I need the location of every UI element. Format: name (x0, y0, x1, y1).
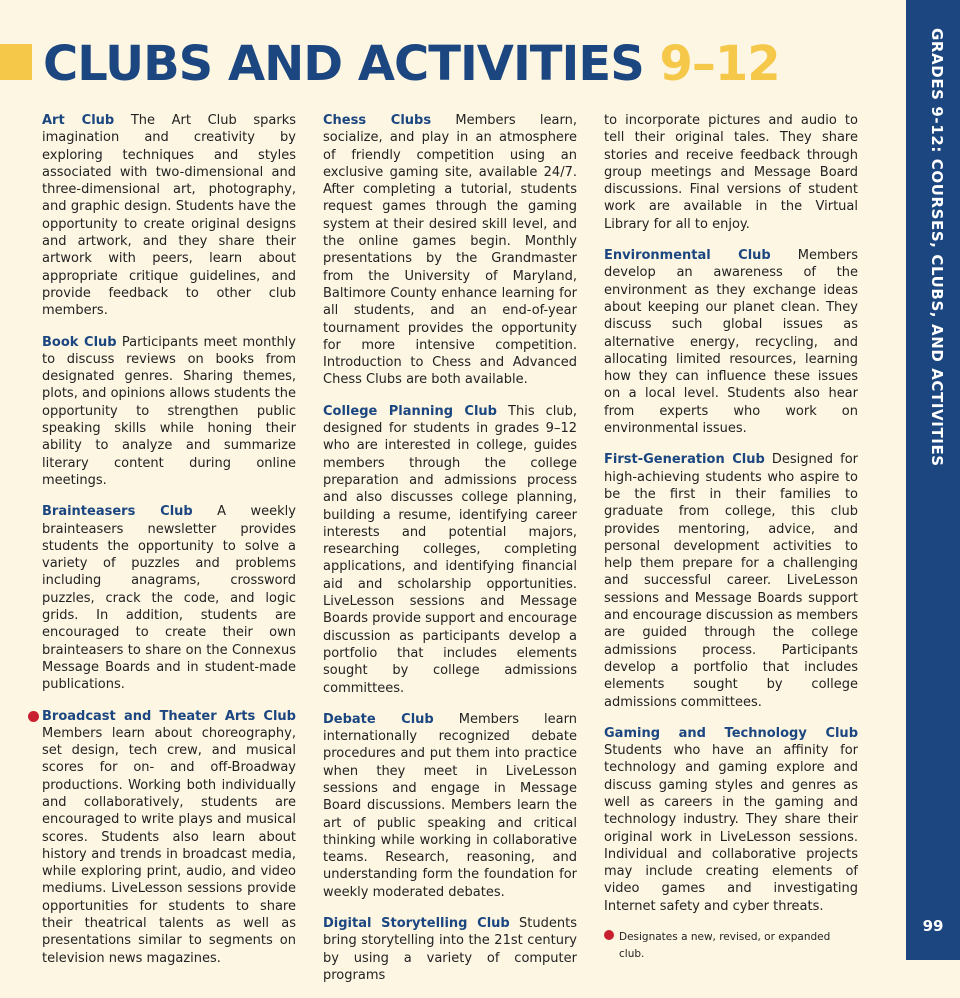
club-description: The Art Club sparks imagination and creativity by exploring techniques and styles associated with two-dimensional and three-dimensional art, photography, and graphic design. Students have the opportunity to create original designs and artwork, and they share their artwork with peers, learn about appropriate critique guidelines, and provide feedback to other club members. (42, 113, 296, 319)
club-name: Broadcast and Theater Arts Club (42, 708, 296, 724)
club-description: Students who have an affinity for technology and gaming explore and discuss gaming styles and genres as well as careers in the gaming and technology industry. They share their original work in LiveLesson sessions. Individual and collaborative projects may include creating elements of video games and investigating Internet safety and cyber threats. (604, 743, 858, 914)
column-1 (42, 112, 296, 981)
club-digital-storytelling (323, 915, 577, 984)
club-book (42, 334, 296, 490)
club-first-generation (604, 451, 858, 710)
club-description: Members learn about choreography, set design, tech crew, and musical scores for on- and off-Broadway productions. Working both individually and collaboratively, students are encouraged to write plays and musical scores. Students also learn about history and trends in broadcast media, while exploring print, audio, and video mediums. LiveLesson sessions provide opportunities for students to share their theatrical talents as well as presentations similar to segments on television news magazines. (42, 725, 296, 966)
club-name: Digital Storytelling Club (323, 916, 510, 932)
club-description: Members learn, socialize, and play in an atmosphere of friendly competition using an exclusive gaming site, available 24/7. After completing a tutorial, students request games through the gaming system at their desired skill level, and the online games begin. Monthly presentations by the Grandmaster from the University of Maryland, Baltimore County enhance learning for all students, and an end-of-year tournament provides the opportunity for more intensive competition. Introduction to Chess and Advanced Chess Clubs are both available. (323, 113, 577, 388)
club-name: College Planning Club (323, 403, 497, 419)
legend-text: Designates a new, revised, or expanded club. (619, 931, 831, 961)
club-name: Brainteasers Club (42, 504, 193, 520)
title-accent-square (0, 44, 32, 80)
club-name: Debate Club (323, 711, 434, 727)
club-environmental (604, 247, 858, 437)
club-college-planning (323, 403, 577, 697)
club-gaming-technology (604, 725, 858, 915)
club-description: Students bring storytelling into the 21st century by using a variety of computer programs (323, 916, 577, 983)
club-name: Book Club (42, 334, 117, 350)
club-description: Members learn internationally recognized debate procedures and put them into practice when they meet in LiveLesson sessions and engage in Message Board discussions. Members learn the art of public speaking and critical thinking while working in collaborative teams. Research, reasoning, and understanding form the foundation for weekly moderated debates. (323, 711, 577, 900)
new-club-dot-icon (604, 930, 614, 940)
column-2 (323, 112, 577, 998)
club-brainteasers (42, 503, 296, 693)
club-chess (323, 112, 577, 389)
club-broadcast-theater (42, 708, 296, 967)
page-title (43, 36, 780, 92)
club-name: Gaming and Technology Club (604, 725, 858, 741)
column-3 (604, 112, 858, 964)
club-description-continued: to incorporate pictures and audio to tell their original tales. They share stories and receive feedback through group meetings and Message Board discussions. Final versions of student work are available in the Virtual Library for all to enjoy. (604, 113, 858, 232)
club-name: First-Generation Club (604, 452, 765, 468)
title-grades: 9–12 (659, 36, 780, 92)
new-club-dot-icon (28, 711, 39, 722)
club-description: Designed for high-achieving students who aspire to be the first in their families to graduate from college, this club provides mentoring, advice, and personal development activities to help them prepare for a challenging and successful career. LiveLesson sessions and Message Boards support and encourage discussion as members are guided through the college admissions process. Participants develop a portfolio that includes elements sought by college admissions committees. (604, 452, 858, 710)
section-label: GRADES 9-12: COURSES, CLUBS, AND ACTIVITIES (928, 28, 946, 467)
club-name: Chess Clubs (323, 113, 432, 128)
club-name: Environmental Club (604, 248, 771, 264)
club-name: Art Club (42, 113, 115, 128)
legend (604, 929, 858, 964)
club-description: This club, designed for students in grades 9–12 who are interested in college, guides members through the college preparation and admissions process and also discusses college planning, building a resume, identifying career interests and potential majors, researching colleges, completing applications, and identifying financial aid and scholarship opportunities. LiveLesson sessions and Message Boards provide support and encourage discussion as participants develop a portfolio that includes elements sought by college admissions committees. (323, 403, 577, 696)
page-number: 99 (922, 917, 944, 935)
club-description: Members develop an awareness of the environment as they exchange ideas about keeping our planet clean. They discuss such global issues as alternative energy, recycling, and allocating limited resources, learning how they can influence these issues on a local level. Students also hear from experts who work on environmental issues. (604, 248, 858, 437)
club-digital-storytelling-continued (604, 112, 858, 233)
club-description: A weekly brainteasers newsletter provides students the opportunity to solve a variety of puzzles and problems including anagrams, crossword puzzles, crack the code, and logic grids. In addition, students are encouraged to create their own brainteasers to share on the Connexus Message Boards and in student-made publications. (42, 504, 296, 693)
club-art (42, 112, 296, 320)
club-debate (323, 711, 577, 901)
title-text: CLUBS AND ACTIVITIES (43, 36, 644, 92)
club-description: Participants meet monthly to discuss reviews on books from designated genres. Sharing themes, plots, and opinions allows students the opportunity to strengthen public speaking skills while honing their ability to analyze and summarize literary content during online meetings. (42, 334, 296, 488)
